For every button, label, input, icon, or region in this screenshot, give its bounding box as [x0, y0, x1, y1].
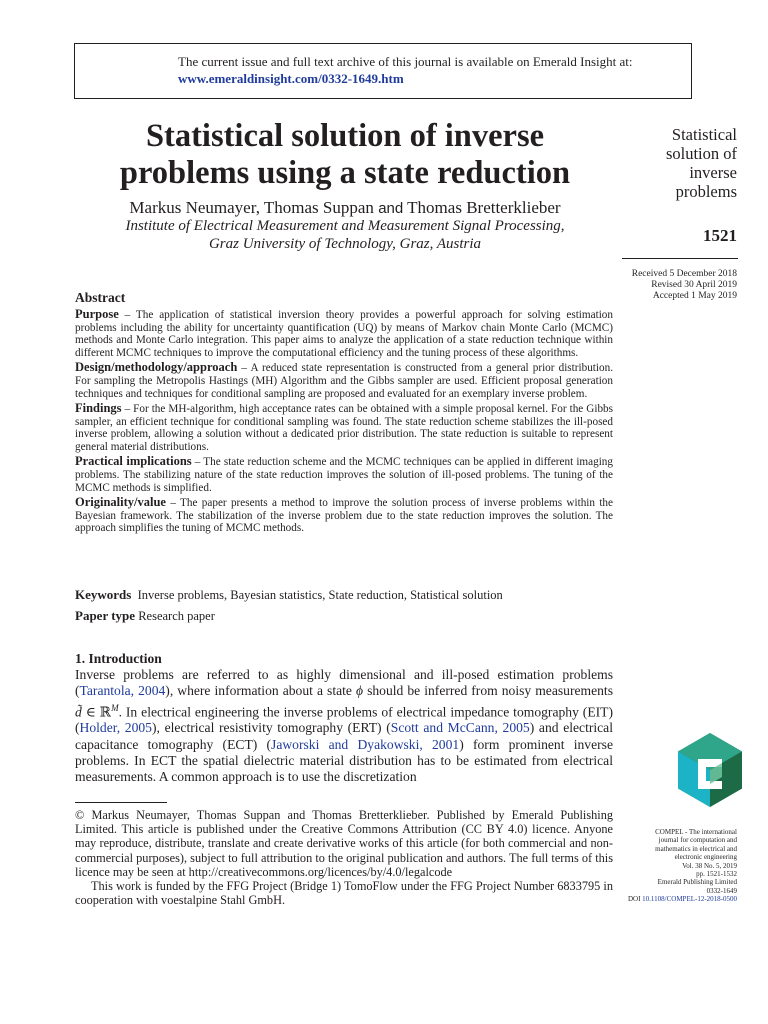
journal-doi	[600, 895, 737, 903]
footnote-divider	[75, 802, 167, 803]
running-title-line-1: Statistical	[671, 125, 737, 144]
paper-type	[75, 608, 613, 624]
abstract-body	[75, 308, 613, 536]
article-title	[80, 118, 610, 192]
title-line-2: problems using a state reduction	[119, 155, 571, 191]
doi-label: DOI	[627, 895, 641, 904]
section-heading-introduction: 1. Introduction	[75, 651, 162, 666]
intro-text-1: Inverse problems are referred to as highly dimensional and ill-posed estimation problems (	[75, 667, 613, 699]
journal-archive-link[interactable]: www.emeraldinsight.com/0332-1649.htm	[178, 71, 404, 86]
abstract-findings	[75, 402, 613, 454]
math-superscript-m: M	[111, 702, 119, 713]
affiliation-line-2: Graz University of Technology, Graz, Austria	[208, 236, 482, 252]
citation-scott-mccann[interactable]: Scott and McCann, 2005	[390, 720, 530, 736]
access-notice-text: The current issue and full text archive of this journal is available on Emerald Insight at:	[178, 54, 633, 69]
journal-name-line-2: journal for computation and	[658, 836, 737, 845]
purpose-text: – The application of statistical inversion theory provides a powerful approach for solving estimation problems including the ability for uncertainty quantification (UQ) by means of Markov chain Monte Carlo (MCMC) methods and Monte Carlo integration. This paper aims to analyze the application of a state reduction technique within different MCMC techniques to improve the computational efficiency and the tuning process of these algorithms.	[75, 309, 613, 360]
keywords-text: Inverse problems, Bayesian statistics, State reduction, Statistical solution	[137, 588, 503, 602]
affiliation-line-1: Institute of Electrical Measurement and Measurement Signal Processing,	[125, 218, 565, 234]
license-note: © Markus Neumayer, Thomas Suppan and Thomas Bretterklieber. Published by Emerald Publishing Limited. This article is published under the Creative Commons Attribution (CC BY 4.0) licence. Anyone may reproduce, distribute, translate and create derivative works of this article (for both commercial and non-commercial purposes), subject to full attribution to the original publication and authors. The full terms of this licence may be seen at http://creativecommons.org/licences/by/4.0/legalcode	[75, 808, 613, 879]
keywords-label: Keywords	[75, 587, 132, 602]
math-phi: ϕ	[355, 683, 364, 699]
abstract-purpose	[75, 308, 613, 360]
author-list	[80, 198, 610, 218]
abstract-originality	[75, 496, 613, 535]
title-line-1: Statistical solution of inverse	[145, 118, 545, 154]
abstract-design	[75, 361, 613, 400]
revised-date: Revised 30 April 2019	[651, 280, 737, 290]
accepted-date: Accepted 1 May 2019	[652, 291, 737, 301]
running-title	[600, 125, 737, 201]
citation-jaworski-dyakowski[interactable]: Jaworski and Dyakowski, 2001	[271, 736, 460, 752]
journal-volume: Vol. 38 No. 5, 2019	[682, 861, 737, 870]
journal-name-line-1: COMPEL - The international	[655, 828, 737, 836]
journal-info	[600, 828, 737, 904]
running-title-line-2: solution of	[665, 144, 737, 163]
running-title-line-3: inverse	[689, 163, 737, 182]
abstract-heading: Abstract	[75, 290, 126, 305]
design-text: – A reduced state representation is constructed from a general prior distribution. For sampling the Metropolis Hastings (MH) Algorithm and the Gibbs sampler are used. Efficient proposal generation techniques and techniques for conditional sampling are proposed and evaluated for an exemplary inverse problem.	[75, 362, 613, 400]
journal-publisher: Emerald Publishing Limited	[657, 878, 737, 887]
findings-label: Findings	[75, 400, 122, 415]
affiliation	[80, 217, 610, 253]
practical-text: – The state reduction scheme and the MCMC techniques can be applied in different imaging problems. The stabilizing nature of the state reduction improves the solution of ill-posed problems. The tuning of the MCMC methods is simplified.	[75, 456, 613, 494]
article-dates	[600, 269, 737, 302]
abstract-practical	[75, 455, 613, 494]
intro-text-2: ), where information about a state	[165, 683, 356, 699]
practical-label: Practical implications	[75, 454, 192, 469]
access-notice-box	[74, 43, 692, 99]
design-label: Design/methodology/approach	[75, 360, 238, 375]
originality-text: – The paper presents a method to improve the solution process of inverse problems within the Bayesian framework. The stabilization of the inverse problem due to the state reduction improves the solution. The approach simplifies the tuning of MCMC methods.	[75, 496, 613, 535]
journal-issn: 0332-1649	[706, 886, 737, 895]
intro-text-3: should be inferred from noisy measurements	[363, 683, 613, 699]
findings-text: – For the MH-algorithm, high acceptance rates can be obtained with a simple proposal kernel. For the Gibbs sampler, an efficient technique for conditional sampling was found. The state reduction scheme stabilizes the ill-posed inverse problem, allowing a solution without a dedicated prior distribution. The state reduction is suitable to represent general material distributions.	[75, 402, 613, 454]
paper-type-text: Research paper	[138, 609, 215, 623]
sidebar-divider	[622, 258, 738, 259]
received-date: Received 5 December 2018	[631, 269, 737, 279]
emerald-logo-icon	[678, 733, 742, 807]
citation-holder[interactable]: Holder, 2005	[79, 720, 152, 736]
page-number: 1521	[703, 226, 737, 245]
originality-label: Originality/value	[75, 494, 166, 509]
journal-pages: pp. 1521-1532	[696, 870, 737, 879]
math-in-reals: ∈ ℝ	[81, 704, 112, 720]
journal-name-line-4: electronic engineering	[674, 853, 737, 862]
math-d-tilde: d̃	[75, 704, 82, 720]
intro-text-5: ), electrical resistivity tomography (ERT) (	[151, 720, 391, 736]
journal-name-line-3: mathematics in electrical and	[655, 844, 737, 853]
intro-text-6: ) and electrical capacitance tomography (ECT) (	[75, 720, 613, 752]
running-title-line-4: problems	[675, 182, 737, 201]
authors-first: Markus Neumayer, Thomas Suppan	[129, 198, 374, 217]
footnote	[75, 808, 613, 907]
intro-text-7: ) form prominent inverse problems. In ECT the spatial dielectric material distribution has to be estimated from electrical measurements. A common approach is to use the discretization	[75, 736, 613, 785]
authors-and: and	[378, 200, 404, 217]
funding-note: This work is funded by the FFG Project (Bridge 1) TomoFlow under the FFG Project Number 6833795 in cooperation with voestalpine Stahl GmbH.	[75, 879, 613, 908]
keywords	[75, 587, 613, 603]
doi-link[interactable]: 10.1108/COMPEL-12-2018-0500	[642, 895, 737, 904]
authors-last: Thomas Bretterklieber	[407, 198, 561, 217]
introduction-paragraph	[75, 667, 613, 786]
purpose-label: Purpose	[75, 307, 119, 321]
citation-tarantola[interactable]: Tarantola, 2004	[79, 683, 166, 699]
intro-text-4: . In electrical engineering the inverse problems of electrical impedance tomography (EIT) (	[75, 704, 613, 736]
paper-type-label: Paper type	[75, 608, 136, 623]
